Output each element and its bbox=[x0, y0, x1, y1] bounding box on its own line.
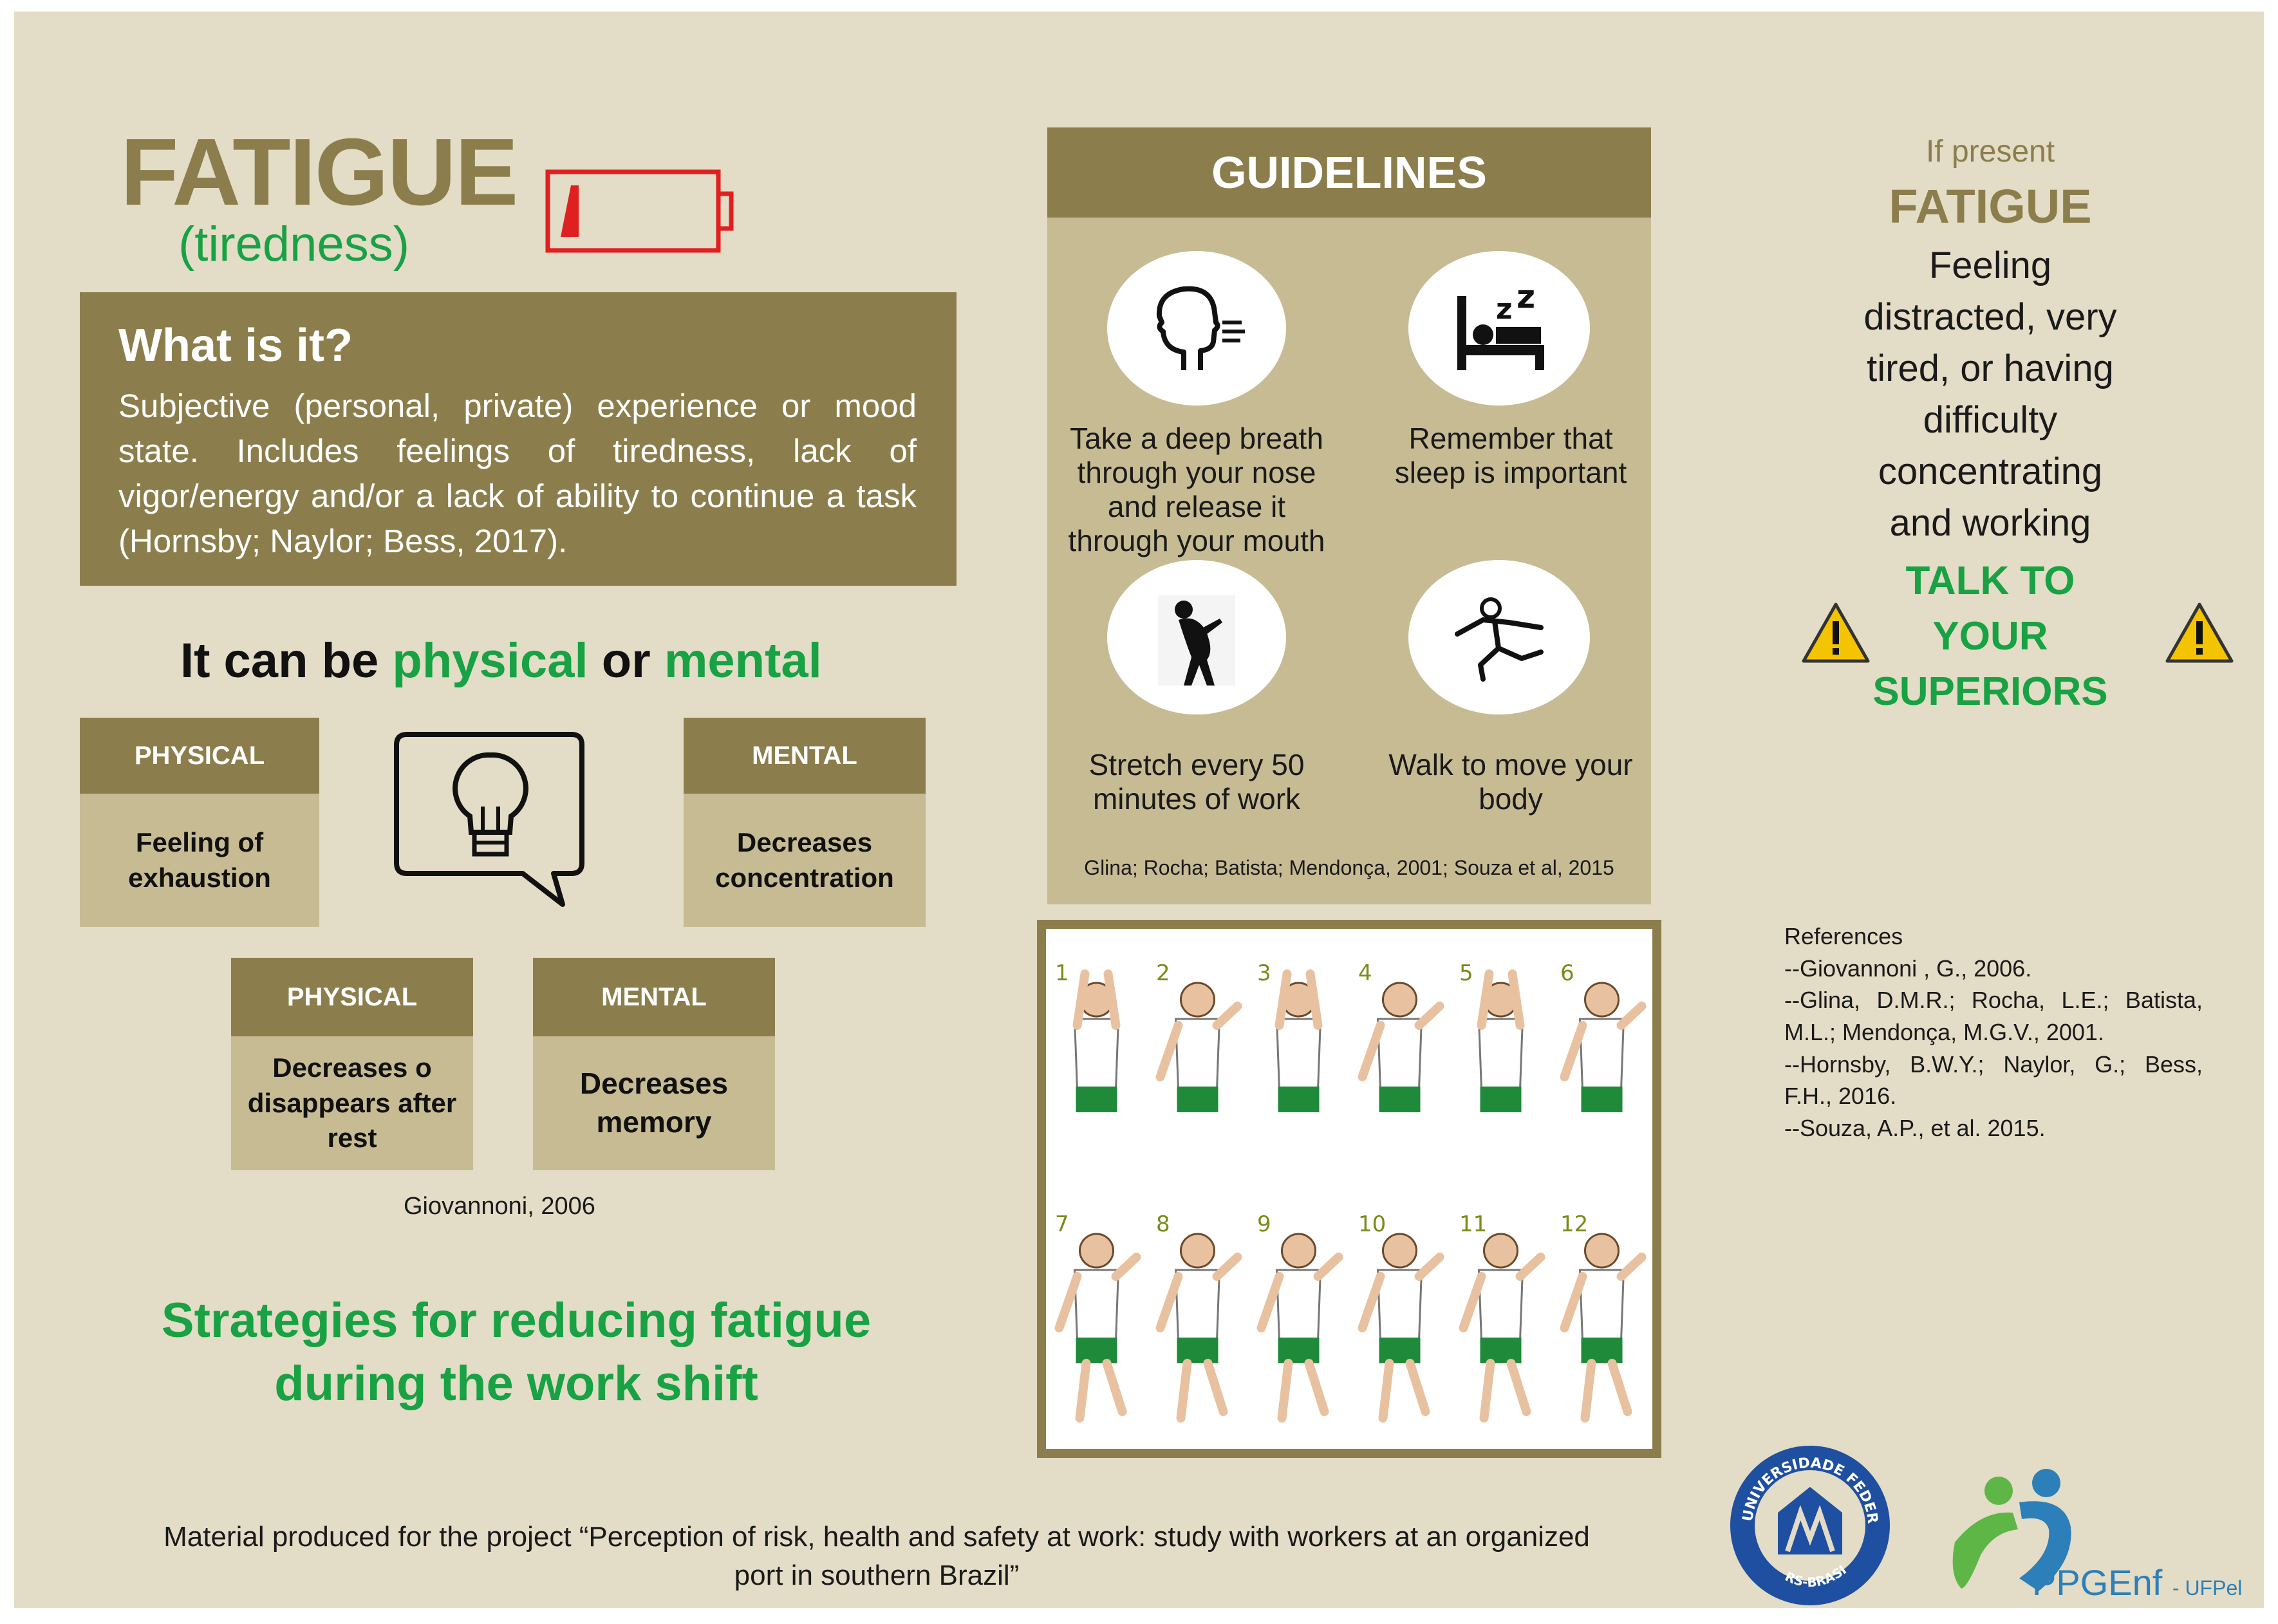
figure-shorts bbox=[1582, 1087, 1623, 1112]
types-line-or: or bbox=[588, 633, 664, 688]
svg-text:UNIVERSIDADE FEDERAL DE PELOTA: UNIVERSIDADE FEDER bbox=[1739, 1455, 1881, 1525]
reference-item: --Souza, A.P., et al. 2015. bbox=[1784, 1115, 2046, 1142]
card-body: Decreases o disappears after rest bbox=[231, 1036, 473, 1170]
guideline-text-stretch: Stretch every 50 minutes of work bbox=[1088, 748, 1305, 816]
exercises-canvas bbox=[1046, 929, 1652, 1449]
strategies-line2: during the work shift bbox=[274, 1356, 758, 1411]
exercise-number: 6 bbox=[1560, 960, 1574, 986]
figure-shirt bbox=[1075, 1270, 1119, 1341]
ppgenf-text bbox=[2032, 1562, 2242, 1603]
exercise-number: 7 bbox=[1055, 1211, 1069, 1237]
card-physical-2 bbox=[231, 958, 473, 1170]
figure-head bbox=[1383, 983, 1417, 1016]
talk-line2: SUPERIORS bbox=[1872, 669, 2108, 714]
footer-line1: Material produced for the project “Perception of risk, health and safety at work: study with workers at an organized bbox=[163, 1521, 1590, 1553]
exercise-figure bbox=[1257, 960, 1321, 1112]
exercise-figure bbox=[1459, 1211, 1541, 1418]
exercise-figures bbox=[1046, 929, 1652, 1449]
figure-shirt bbox=[1479, 1019, 1523, 1090]
figure-head bbox=[1181, 1234, 1215, 1267]
figure-shorts bbox=[1278, 1087, 1320, 1112]
lightbulb-speech-bubble-icon bbox=[394, 729, 587, 919]
what-is-it-heading: What is it? bbox=[118, 320, 353, 371]
figure-shirt bbox=[1580, 1270, 1624, 1341]
figure-shorts bbox=[1177, 1087, 1218, 1112]
stretching-person-icon bbox=[1107, 560, 1286, 714]
guideline-text-breath: Take a deep breath through your nose and release it through your mouth bbox=[1068, 422, 1325, 557]
reference-item: --Glina, D.M.R.; Rocha, L.E.; Batista, M.L.; Mendonça, M.G.V., 2001. bbox=[1784, 987, 2203, 1046]
title-fatigue: FATIGUE bbox=[120, 119, 518, 225]
figure-shorts bbox=[1582, 1338, 1623, 1363]
figure-shirt bbox=[1277, 1019, 1321, 1090]
figure-shorts bbox=[1177, 1338, 1218, 1363]
figure-legs bbox=[1282, 1363, 1325, 1418]
reference-item: --Giovannoni , G., 2006. bbox=[1784, 955, 2032, 982]
figure-head bbox=[1585, 1234, 1619, 1267]
references-heading: References bbox=[1784, 923, 1903, 949]
ppgenf-label: PPGEnf bbox=[2032, 1562, 2163, 1603]
figure-shorts bbox=[1480, 1338, 1522, 1363]
types-line bbox=[180, 633, 822, 689]
exercise-figure bbox=[1560, 1211, 1642, 1418]
talk-line1: TALK TO YOUR bbox=[1905, 559, 2075, 658]
exercise-figure bbox=[1156, 1211, 1238, 1418]
exercise-number: 5 bbox=[1459, 960, 1473, 986]
card-body: Feeling of exhaustion bbox=[80, 794, 319, 927]
if-present-label: If present bbox=[1925, 135, 2055, 169]
guideline-text-walk: Walk to move your body bbox=[1388, 748, 1633, 816]
figure-head bbox=[1383, 1234, 1417, 1267]
figure-shorts bbox=[1076, 1087, 1117, 1112]
exercise-number: 4 bbox=[1358, 960, 1372, 986]
talk-to-superiors bbox=[1855, 554, 2125, 720]
svg-text:z: z bbox=[1517, 283, 1536, 315]
exercise-number: 9 bbox=[1257, 1211, 1271, 1237]
figure-legs bbox=[1383, 1363, 1426, 1418]
ppgenf-logo bbox=[1942, 1465, 2243, 1607]
figure-shirt bbox=[1580, 1019, 1624, 1090]
guidelines-heading: GUIDELINES bbox=[1047, 127, 1651, 218]
exercise-number: 3 bbox=[1257, 960, 1271, 986]
card-physical-1 bbox=[80, 718, 319, 927]
types-line-prefix: It can be bbox=[180, 633, 393, 688]
ufpel-label: - UFPel bbox=[2172, 1576, 2243, 1600]
figure-shirt bbox=[1075, 1019, 1119, 1090]
sleep-bed-icon bbox=[1408, 251, 1590, 406]
warning-icon bbox=[1800, 601, 1871, 668]
exercise-number: 10 bbox=[1358, 1211, 1386, 1237]
card-body: Decreases concentration bbox=[684, 794, 926, 927]
figure-shorts bbox=[1480, 1087, 1522, 1112]
right-fatigue-title: FATIGUE bbox=[1889, 180, 2092, 233]
exercise-figure bbox=[1560, 960, 1642, 1112]
exercise-figure bbox=[1459, 960, 1523, 1112]
ufpel-seal-logo bbox=[1726, 1442, 1894, 1612]
exercise-figure bbox=[1055, 1211, 1137, 1418]
figure-shirt bbox=[1479, 1270, 1523, 1341]
strategies-line1: Strategies for reducing fatigue bbox=[161, 1293, 872, 1348]
footer-line2: port in southern Brazil” bbox=[734, 1560, 1020, 1591]
exercise-figure bbox=[1257, 1211, 1339, 1418]
exercise-number: 1 bbox=[1055, 960, 1069, 986]
exercise-figure bbox=[1358, 1211, 1440, 1418]
breathing-head-icon bbox=[1107, 251, 1286, 406]
exercise-figure bbox=[1055, 960, 1119, 1112]
figure-head bbox=[1181, 983, 1215, 1016]
exercise-figure bbox=[1358, 960, 1440, 1112]
figure-shorts bbox=[1379, 1338, 1421, 1363]
figure-shirt bbox=[1378, 1019, 1422, 1090]
exercise-number: 12 bbox=[1560, 1211, 1589, 1237]
right-description: Feeling distracted, very tired, or having difficulty concentrating and working bbox=[1863, 245, 2117, 544]
figure-legs bbox=[1585, 1363, 1628, 1418]
types-line-physical: physical bbox=[392, 633, 588, 688]
card-mental-1 bbox=[684, 718, 926, 927]
strategies-title bbox=[111, 1289, 922, 1415]
references bbox=[1784, 920, 2203, 1144]
reference-item: --Hornsby, B.W.Y.; Naylor, G.; Bess, F.H., 2016. bbox=[1784, 1050, 2203, 1110]
guidelines-panel bbox=[1047, 127, 1651, 904]
exercise-number: 8 bbox=[1156, 1211, 1170, 1237]
figure-head bbox=[1585, 983, 1619, 1016]
figure-shirt bbox=[1378, 1270, 1422, 1341]
card-head: MENTAL bbox=[533, 958, 775, 1036]
footer-credit bbox=[79, 1518, 1675, 1595]
what-is-it-body: Subjective (personal, private) experience or mood state. Includes feelings of tiredness, lack of vigor/energy and/or a lack of ability to continue a task (Hornsby; Naylor; Bess, 2017). bbox=[118, 387, 917, 559]
guideline-text-sleep: Remember that sleep is important bbox=[1394, 422, 1627, 489]
guidelines-source: Glina; Rocha; Batista; Mendonça, 2001; Souza et al, 2015 bbox=[1084, 856, 1614, 879]
figure-head bbox=[1484, 1234, 1518, 1267]
card-head: PHYSICAL bbox=[231, 958, 473, 1036]
svg-text:z: z bbox=[1496, 293, 1513, 326]
types-line-mental: mental bbox=[664, 633, 822, 688]
figure-legs bbox=[1181, 1363, 1224, 1418]
figure-shorts bbox=[1379, 1087, 1421, 1112]
warning-icon bbox=[2164, 601, 2235, 668]
figure-shorts bbox=[1076, 1338, 1117, 1363]
figure-legs bbox=[1080, 1363, 1123, 1418]
figure-shirt bbox=[1277, 1270, 1321, 1341]
svg-text:RS-BRASIL: RS-BRASI bbox=[1782, 1562, 1849, 1591]
walking-person-icon bbox=[1408, 560, 1590, 714]
exercise-number: 2 bbox=[1156, 960, 1170, 986]
stretching-exercises-illustration bbox=[1037, 920, 1661, 1458]
poster bbox=[14, 12, 2264, 1608]
card-head: PHYSICAL bbox=[80, 718, 319, 794]
card-head: MENTAL bbox=[684, 718, 926, 794]
card-mental-2 bbox=[533, 958, 775, 1170]
exercise-number: 11 bbox=[1459, 1211, 1488, 1237]
cards-source: Giovannoni, 2006 bbox=[404, 1193, 595, 1220]
low-battery-icon bbox=[545, 163, 738, 263]
figure-shorts bbox=[1278, 1338, 1320, 1363]
exercise-figure bbox=[1156, 960, 1238, 1112]
figure-head bbox=[1282, 1234, 1316, 1267]
card-body: Decreases memory bbox=[533, 1036, 775, 1170]
what-is-it-box bbox=[80, 292, 957, 586]
title-subtitle: (tiredness) bbox=[178, 217, 409, 272]
figure-legs bbox=[1484, 1363, 1527, 1418]
figure-head bbox=[1080, 1234, 1114, 1267]
figure-shirt bbox=[1176, 1019, 1220, 1090]
figure-shirt bbox=[1176, 1270, 1220, 1341]
